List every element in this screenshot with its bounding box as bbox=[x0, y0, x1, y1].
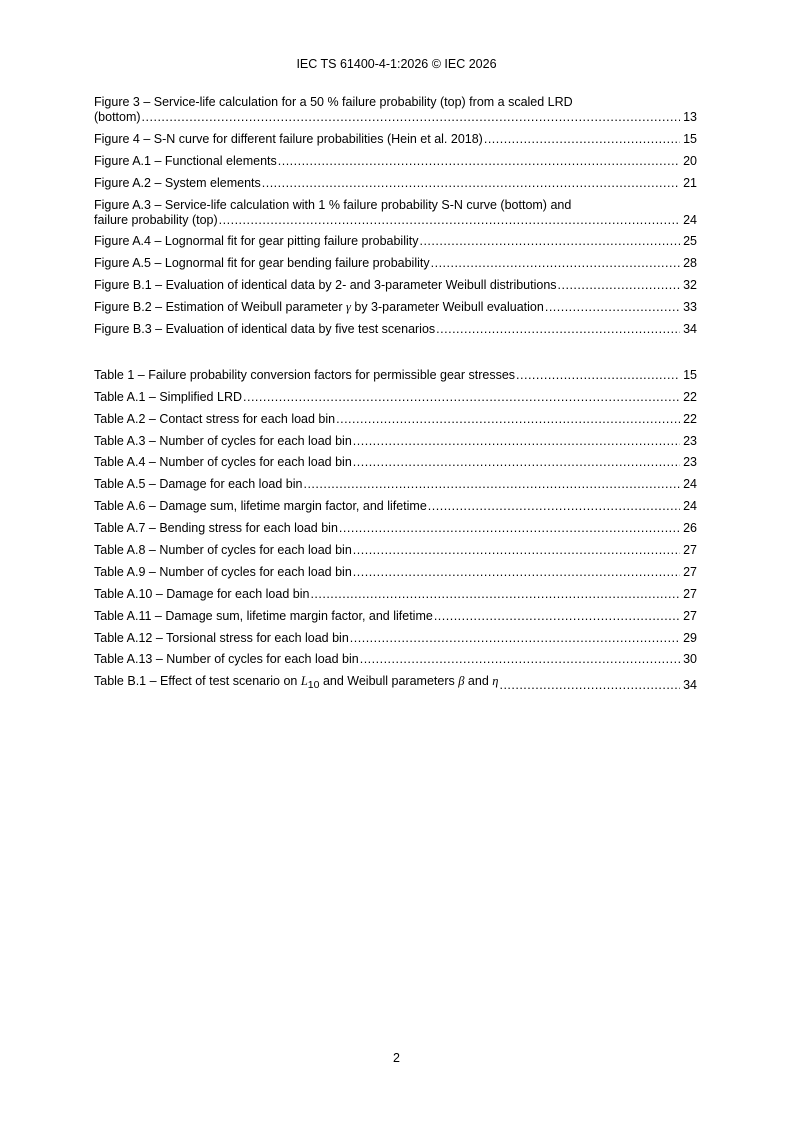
entry-page-number: 15 bbox=[683, 367, 697, 382]
entry-title: Table A.9 – Number of cycles for each load bin bbox=[94, 564, 352, 579]
dot-leader bbox=[142, 110, 680, 125]
toc-entry-figure-3[interactable] bbox=[94, 95, 697, 125]
toc-entry-figure-b1[interactable] bbox=[94, 278, 697, 293]
toc-entry-figure-a3[interactable] bbox=[94, 198, 697, 228]
entry-title-start: Table B.1 – Effect of test scenario on bbox=[94, 674, 301, 689]
dot-leader bbox=[484, 132, 680, 147]
list-of-tables bbox=[94, 368, 697, 693]
entry-page-number: 34 bbox=[683, 322, 697, 337]
toc-entry-table-1[interactable] bbox=[94, 368, 697, 383]
entry-page-number: 34 bbox=[683, 678, 697, 693]
entry-page-number: 29 bbox=[683, 630, 697, 645]
entry-title-and: and bbox=[464, 674, 493, 689]
entry-title: Table A.12 – Torsional stress for each load bin bbox=[94, 630, 349, 645]
entry-page-number: 24 bbox=[683, 477, 697, 492]
l-symbol: L bbox=[300, 674, 308, 689]
list-of-figures bbox=[94, 95, 697, 337]
entry-page-number: 27 bbox=[683, 543, 697, 558]
entry-page-number: 28 bbox=[683, 256, 697, 271]
dot-leader bbox=[516, 368, 680, 383]
dot-leader bbox=[243, 390, 680, 405]
section-gap bbox=[94, 344, 697, 368]
entry-page-number: 13 bbox=[683, 110, 697, 124]
gamma-symbol: γ bbox=[345, 300, 351, 315]
entry-title-middle: and Weibull parameters bbox=[319, 674, 459, 689]
entry-title: (bottom) bbox=[94, 110, 141, 124]
entry-title: Table A.7 – Bending stress for each load bin bbox=[94, 521, 338, 536]
dot-leader bbox=[360, 652, 680, 667]
entry-title bbox=[94, 674, 498, 693]
toc-entry-figure-a4[interactable] bbox=[94, 234, 697, 249]
entry-title: Figure A.4 – Lognormal fit for gear pitting failure probability bbox=[94, 234, 419, 249]
entry-title: Figure B.1 – Evaluation of identical data by 2- and 3-parameter Weibull distributions bbox=[94, 278, 557, 293]
toc-entry-table-a12[interactable] bbox=[94, 631, 697, 646]
toc-entry-table-a2[interactable] bbox=[94, 412, 697, 427]
dot-leader bbox=[339, 521, 680, 536]
table-of-contents bbox=[94, 95, 697, 700]
entry-title: Figure B.3 – Evaluation of identical data by five test scenarios bbox=[94, 322, 436, 337]
toc-entry-figure-a5[interactable] bbox=[94, 256, 697, 271]
entry-page-number: 24 bbox=[683, 212, 697, 227]
dot-leader bbox=[219, 213, 680, 228]
dot-leader bbox=[262, 176, 680, 191]
entry-title: Table A.8 – Number of cycles for each load bin bbox=[94, 543, 352, 558]
dot-leader bbox=[558, 278, 680, 293]
document-header: IEC TS 61400-4-1:2026 © IEC 2026 bbox=[296, 57, 497, 71]
eta-symbol: η bbox=[492, 674, 499, 689]
dot-leader bbox=[353, 434, 680, 449]
entry-page-number: 27 bbox=[683, 608, 697, 623]
dot-leader bbox=[419, 234, 680, 249]
toc-entry-figure-b3[interactable] bbox=[94, 322, 697, 337]
entry-title: Table A.3 – Number of cycles for each load bin bbox=[94, 433, 352, 448]
toc-entry-table-a8[interactable] bbox=[94, 543, 697, 558]
entry-title-end: by 3-parameter Weibull evaluation bbox=[350, 300, 544, 315]
entry-page-number: 27 bbox=[683, 586, 697, 601]
toc-entry-figure-a2[interactable] bbox=[94, 176, 697, 191]
dot-leader bbox=[428, 499, 680, 514]
toc-entry-table-a13[interactable] bbox=[94, 652, 697, 667]
entry-page-number: 22 bbox=[683, 389, 697, 404]
dot-leader bbox=[499, 678, 680, 693]
toc-entry-table-a10[interactable] bbox=[94, 587, 697, 602]
toc-entry-table-a4[interactable] bbox=[94, 455, 697, 470]
toc-entry-table-a6[interactable] bbox=[94, 499, 697, 514]
entry-title: Table A.1 – Simplified LRD bbox=[94, 389, 242, 404]
dot-leader bbox=[310, 587, 680, 602]
entry-page-number: 33 bbox=[683, 300, 697, 315]
dot-leader bbox=[353, 455, 680, 470]
entry-page-number: 23 bbox=[683, 433, 697, 448]
dot-leader bbox=[353, 565, 680, 580]
entry-title: Table A.11 – Damage sum, lifetime margin factor, and lifetime bbox=[94, 608, 433, 623]
l-subscript: 10 bbox=[307, 679, 320, 692]
entry-page-number: 27 bbox=[683, 564, 697, 579]
entry-title: Figure A.5 – Lognormal fit for gear bending failure probability bbox=[94, 256, 430, 271]
dot-leader bbox=[278, 154, 680, 169]
toc-entry-table-a9[interactable] bbox=[94, 565, 697, 580]
toc-entry-figure-a1[interactable] bbox=[94, 154, 697, 169]
entry-page-number: 30 bbox=[683, 652, 697, 667]
toc-entry-figure-b2[interactable] bbox=[94, 300, 697, 315]
entry-title: Table A.2 – Contact stress for each load bin bbox=[94, 411, 336, 426]
toc-entry-table-a1[interactable] bbox=[94, 390, 697, 405]
entry-title: Table A.6 – Damage sum, lifetime margin factor, and lifetime bbox=[94, 499, 427, 514]
dot-leader bbox=[436, 322, 680, 337]
entry-page-number: 22 bbox=[683, 411, 697, 426]
dot-leader bbox=[353, 543, 680, 558]
entry-title: Figure A.2 – System elements bbox=[94, 175, 261, 190]
entry-title: Table A.4 – Number of cycles for each load bin bbox=[94, 455, 352, 470]
dot-leader bbox=[434, 609, 680, 624]
entry-page-number: 15 bbox=[683, 131, 697, 146]
dot-leader bbox=[350, 631, 680, 646]
toc-entry-table-a5[interactable] bbox=[94, 477, 697, 492]
entry-page-number: 20 bbox=[683, 153, 697, 168]
toc-entry-table-a11[interactable] bbox=[94, 609, 697, 624]
entry-title: Table A.13 – Number of cycles for each load bin bbox=[94, 652, 359, 667]
entry-page-number: 26 bbox=[683, 521, 697, 536]
page-number: 2 bbox=[393, 1051, 400, 1065]
dot-leader bbox=[431, 256, 680, 271]
l10-symbol bbox=[300, 674, 320, 692]
entry-page-number: 32 bbox=[683, 278, 697, 293]
entry-page-number: 23 bbox=[683, 455, 697, 470]
entry-title: failure probability (top) bbox=[94, 212, 218, 227]
beta-symbol: β bbox=[458, 674, 465, 689]
entry-title: Table A.5 – Damage for each load bin bbox=[94, 477, 303, 492]
toc-entry-table-a3[interactable] bbox=[94, 434, 697, 449]
entry-title bbox=[94, 300, 544, 315]
dot-leader bbox=[303, 477, 680, 492]
entry-page-number: 21 bbox=[683, 175, 697, 190]
toc-entry-table-b1[interactable] bbox=[94, 674, 697, 693]
entry-title-line-1: Figure 3 – Service-life calculation for a 50 % failure probability (top) from a scaled LRD bbox=[94, 95, 573, 109]
toc-entry-figure-4[interactable] bbox=[94, 132, 697, 147]
entry-page-number: 24 bbox=[683, 499, 697, 514]
dot-leader bbox=[545, 300, 680, 315]
entry-title: Figure A.1 – Functional elements bbox=[94, 153, 277, 168]
dot-leader bbox=[336, 412, 680, 427]
entry-title-start: Figure B.2 – Estimation of Weibull parameter bbox=[94, 300, 346, 315]
toc-entry-table-a7[interactable] bbox=[94, 521, 697, 536]
entry-page-number: 25 bbox=[683, 234, 697, 249]
entry-title: Table 1 – Failure probability conversion factors for permissible gear stresses bbox=[94, 367, 516, 382]
entry-title-line-1: Figure A.3 – Service-life calculation with 1 % failure probability S-N curve (bottom) and bbox=[94, 197, 572, 212]
entry-title: Figure 4 – S-N curve for different failure probabilities (Hein et al. 2018) bbox=[94, 131, 483, 146]
entry-title: Table A.10 – Damage for each load bin bbox=[94, 586, 310, 601]
